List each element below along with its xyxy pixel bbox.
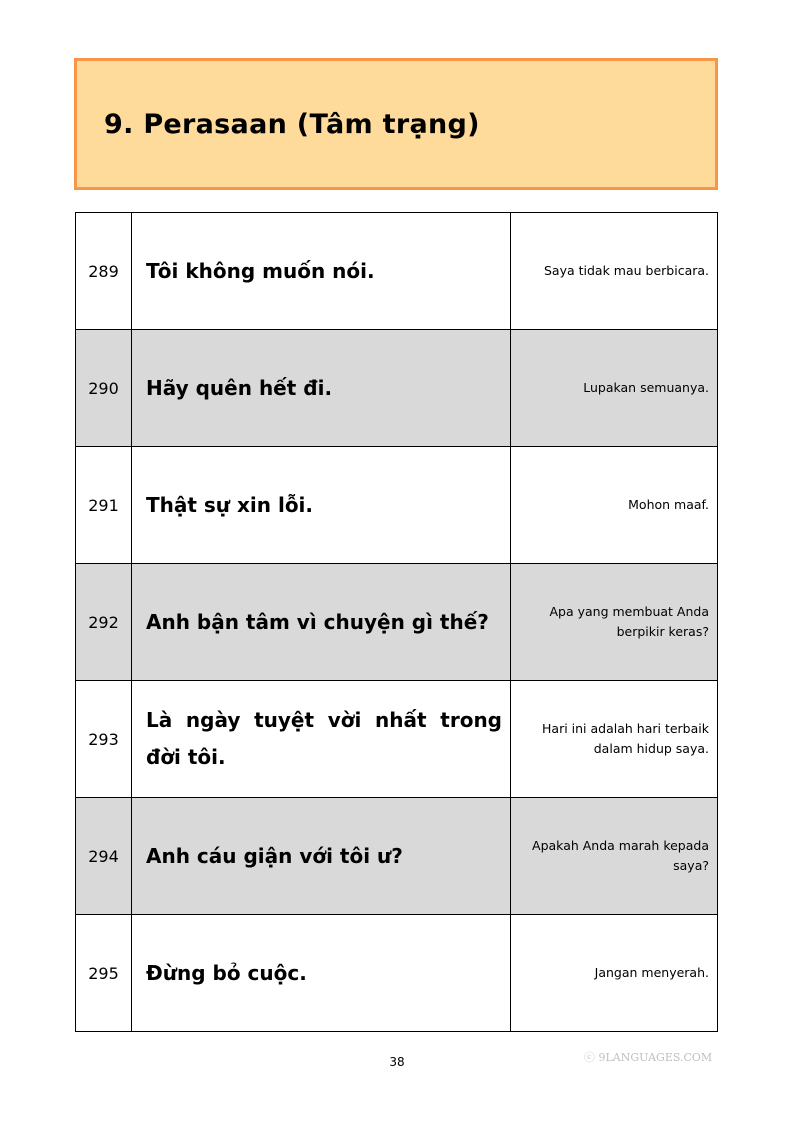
indonesian-translation: Lupakan semuanya. [511,330,718,447]
section-title: 9. Perasaan (Tâm trạng) [104,109,480,140]
phrase-number: 290 [76,330,132,447]
indonesian-translation: Hari ini adalah hari terbaik dalam hidup saya. [511,681,718,798]
indonesian-translation: Saya tidak mau berbicara. [511,213,718,330]
vietnamese-phrase: Là ngày tuyệt vời nhất trong đời tôi. [132,681,511,798]
phrase-number: 289 [76,213,132,330]
vietnamese-phrase: Đừng bỏ cuộc. [132,915,511,1032]
table-row [76,681,718,798]
vietnamese-phrase: Hãy quên hết đi. [132,330,511,447]
phrase-number: 292 [76,564,132,681]
vietnamese-phrase: Anh bận tâm vì chuyện gì thế? [132,564,511,681]
table-row [76,213,718,330]
phrase-number: 291 [76,447,132,564]
table-row [76,798,718,915]
table-row [76,447,718,564]
indonesian-translation: Mohon maaf. [511,447,718,564]
indonesian-translation: Apakah Anda marah kepada saya? [511,798,718,915]
phrase-table [75,212,718,1032]
vietnamese-phrase: Anh cáu giận với tôi ư? [132,798,511,915]
vietnamese-phrase: Tôi không muốn nói. [132,213,511,330]
phrase-number: 295 [76,915,132,1032]
table-row [76,330,718,447]
table-row [76,915,718,1032]
indonesian-translation: Jangan menyerah. [511,915,718,1032]
copyright-notice: ⓒ 9LANGUAGES.COM [584,1051,713,1064]
phrase-number: 293 [76,681,132,798]
indonesian-translation: Apa yang membuat Anda berpikir keras? [511,564,718,681]
table-row [76,564,718,681]
section-title-box [74,58,718,190]
vietnamese-phrase: Thật sự xin lỗi. [132,447,511,564]
phrase-number: 294 [76,798,132,915]
page-number: 38 [389,1055,405,1069]
